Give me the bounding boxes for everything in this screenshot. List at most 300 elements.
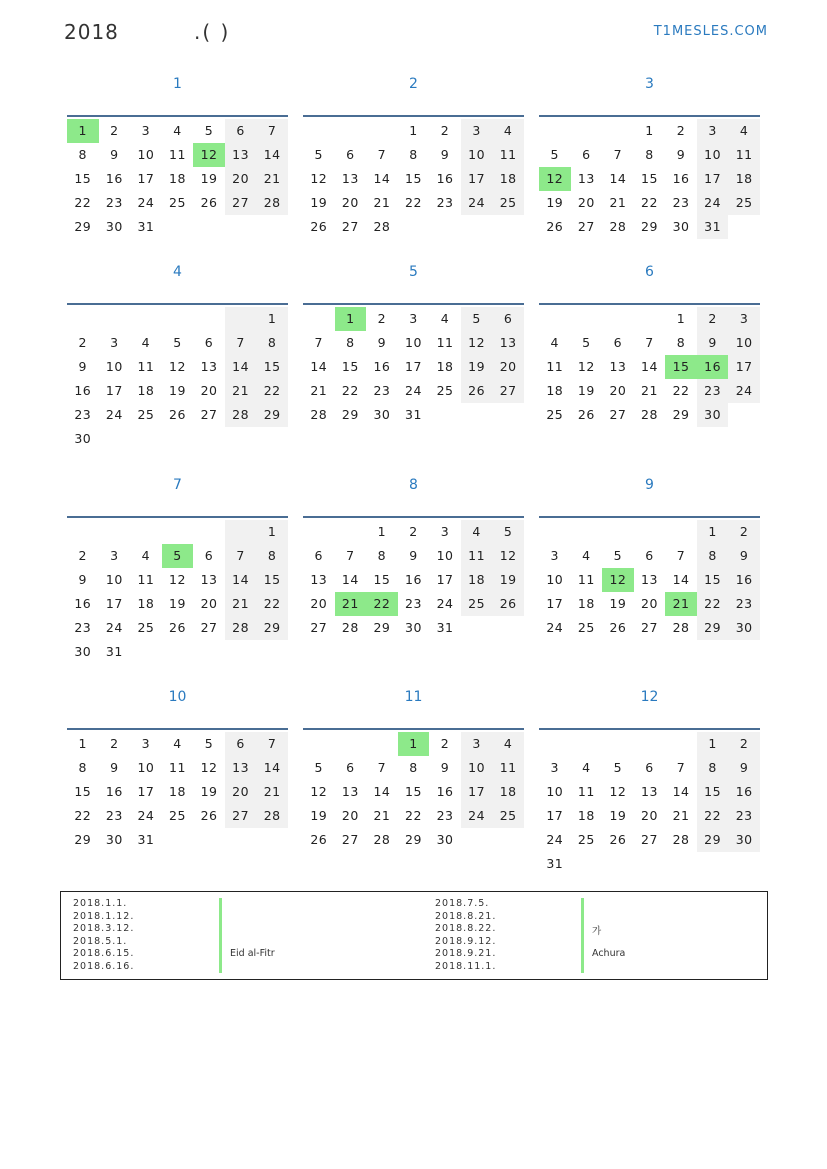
day-cell: 1 bbox=[377, 524, 387, 539]
month-5 bbox=[303, 258, 524, 422]
day-cell: 22 bbox=[74, 808, 92, 823]
legend-date: 2018.3.12. bbox=[73, 923, 135, 934]
day-cell: 23 bbox=[436, 808, 454, 823]
day-cell: 7 bbox=[314, 335, 323, 350]
legend-date: 2018.1.12. bbox=[73, 910, 135, 922]
legend-date: 2018.6.15. bbox=[73, 948, 135, 959]
day-cell: 18 bbox=[169, 784, 186, 799]
day-cell: 24 bbox=[105, 407, 123, 422]
day-cell: 14 bbox=[641, 359, 658, 374]
day-cell: 31 bbox=[137, 832, 155, 847]
day-cell: 4 bbox=[141, 335, 151, 350]
day-cell: 12 bbox=[200, 760, 218, 775]
day-cell: 7 bbox=[377, 147, 387, 162]
blank-cell bbox=[539, 119, 571, 143]
day-cell: 17 bbox=[728, 355, 760, 379]
day-cell: 30 bbox=[728, 616, 760, 640]
day-cell: 17 bbox=[137, 784, 155, 799]
day-cell: 9 bbox=[697, 331, 729, 355]
blank-cell bbox=[67, 520, 99, 544]
day-cell: 4 bbox=[173, 123, 182, 138]
legend-color-bar bbox=[219, 923, 222, 936]
day-cell: 31 bbox=[105, 644, 123, 659]
day-cell: 17 bbox=[105, 383, 123, 398]
legend-date: 2018.9.12. bbox=[435, 935, 497, 947]
day-cell: 10 bbox=[546, 784, 564, 799]
blank-cell bbox=[602, 732, 634, 756]
legend-holiday-name: Achura bbox=[592, 948, 626, 959]
day-cell: 29 bbox=[256, 616, 288, 640]
month-rule bbox=[303, 516, 524, 518]
day-cell: 8 bbox=[409, 760, 418, 775]
day-cell: 30 bbox=[105, 219, 123, 234]
day-cell: 3 bbox=[697, 119, 729, 143]
legend-holiday-name: Eid al-Fitr bbox=[230, 948, 275, 959]
blank-cell bbox=[366, 732, 398, 756]
day-cell: 17 bbox=[461, 167, 493, 191]
day-cell: 20 bbox=[341, 808, 359, 823]
day-cell: 1 bbox=[78, 736, 87, 751]
day-cell: 4 bbox=[492, 732, 524, 756]
blank-cell bbox=[303, 732, 335, 756]
day-cell: 18 bbox=[461, 568, 493, 592]
month-rule bbox=[303, 115, 524, 117]
day-cell: 17 bbox=[137, 171, 155, 186]
page-subtitle: .( ) bbox=[194, 20, 231, 44]
blank-cell bbox=[193, 520, 225, 544]
day-cell: 16 bbox=[405, 572, 422, 587]
day-cell: 4 bbox=[461, 520, 493, 544]
day-cell: 6 bbox=[225, 732, 257, 756]
legend-date: 2018.8.21. bbox=[435, 910, 497, 922]
day-cell: 1 bbox=[256, 307, 288, 331]
day-cell: 6 bbox=[582, 147, 591, 162]
legend-color-bar bbox=[219, 898, 222, 911]
blank-cell bbox=[602, 520, 634, 544]
day-cell: 4 bbox=[582, 760, 591, 775]
holiday-day-cell: 12 bbox=[539, 167, 571, 191]
legend-color-bar bbox=[581, 936, 584, 949]
legend-color-bar bbox=[219, 911, 222, 924]
month-11 bbox=[303, 683, 524, 847]
day-cell: 8 bbox=[346, 335, 355, 350]
day-cell: 7 bbox=[645, 335, 654, 350]
day-cell: 10 bbox=[405, 335, 422, 350]
day-cell: 25 bbox=[436, 383, 454, 398]
day-cell: 29 bbox=[641, 219, 658, 234]
day-cell: 26 bbox=[609, 832, 627, 847]
day-cell: 23 bbox=[105, 808, 123, 823]
day-cell: 26 bbox=[310, 832, 328, 847]
blank-cell bbox=[539, 307, 571, 331]
blank-cell bbox=[225, 307, 257, 331]
day-cell: 12 bbox=[169, 572, 186, 587]
day-cell: 22 bbox=[672, 383, 690, 398]
day-cell: 29 bbox=[74, 832, 92, 847]
day-cell: 30 bbox=[373, 407, 391, 422]
day-cell: 12 bbox=[310, 171, 328, 186]
day-cell: 14 bbox=[341, 572, 359, 587]
month-7 bbox=[67, 471, 288, 659]
month-8 bbox=[303, 471, 524, 635]
day-cell: 22 bbox=[405, 808, 422, 823]
day-cell: 25 bbox=[546, 407, 564, 422]
day-cell: 23 bbox=[373, 383, 391, 398]
day-cell: 11 bbox=[169, 760, 186, 775]
day-cell: 20 bbox=[225, 780, 257, 804]
day-cell: 11 bbox=[137, 572, 155, 587]
day-cell: 30 bbox=[405, 620, 422, 635]
day-cell: 31 bbox=[137, 219, 155, 234]
blank-cell bbox=[335, 119, 367, 143]
month-4 bbox=[67, 258, 288, 446]
day-cell: 20 bbox=[310, 596, 328, 611]
day-cell: 18 bbox=[492, 167, 524, 191]
day-cell: 17 bbox=[105, 596, 123, 611]
day-cell: 22 bbox=[405, 195, 422, 210]
month-title: 6 bbox=[645, 264, 654, 280]
day-cell: 6 bbox=[204, 548, 214, 563]
day-cell: 8 bbox=[78, 760, 87, 775]
day-cell: 24 bbox=[728, 379, 760, 403]
day-cell: 10 bbox=[461, 143, 493, 167]
day-cell: 16 bbox=[105, 784, 123, 799]
day-cell: 1 bbox=[409, 123, 418, 138]
day-cell: 15 bbox=[74, 784, 92, 799]
day-cell: 12 bbox=[609, 784, 627, 799]
legend-color-bar bbox=[219, 936, 222, 949]
day-cell: 14 bbox=[225, 568, 257, 592]
day-cell: 3 bbox=[461, 732, 493, 756]
day-cell: 13 bbox=[341, 784, 359, 799]
day-cell: 15 bbox=[405, 784, 422, 799]
day-cell: 21 bbox=[310, 383, 328, 398]
day-cell: 31 bbox=[405, 407, 422, 422]
day-cell: 4 bbox=[582, 548, 591, 563]
day-cell: 4 bbox=[550, 335, 559, 350]
day-cell: 17 bbox=[546, 596, 564, 611]
day-cell: 17 bbox=[461, 780, 493, 804]
day-cell: 24 bbox=[137, 195, 155, 210]
month-title: 12 bbox=[640, 689, 659, 705]
holiday-day-cell: 1 bbox=[398, 732, 430, 756]
day-cell: 9 bbox=[110, 147, 119, 162]
day-cell: 2 bbox=[110, 123, 119, 138]
day-cell: 13 bbox=[341, 171, 359, 186]
legend-color-bar bbox=[581, 961, 584, 974]
day-cell: 27 bbox=[492, 379, 524, 403]
day-cell: 29 bbox=[697, 616, 729, 640]
day-cell: 2 bbox=[78, 335, 87, 350]
day-cell: 24 bbox=[697, 191, 729, 215]
day-cell: 10 bbox=[436, 548, 454, 563]
month-title: 10 bbox=[168, 689, 187, 705]
day-cell: 25 bbox=[728, 191, 760, 215]
day-cell: 7 bbox=[225, 331, 257, 355]
day-cell: 19 bbox=[577, 383, 595, 398]
day-cell: 16 bbox=[105, 171, 123, 186]
day-cell: 6 bbox=[613, 335, 623, 350]
day-cell: 28 bbox=[373, 832, 391, 847]
blank-cell bbox=[67, 307, 99, 331]
day-cell: 5 bbox=[461, 307, 493, 331]
month-title: 4 bbox=[173, 264, 182, 280]
legend-color-bar bbox=[219, 961, 222, 974]
day-cell: 23 bbox=[105, 195, 123, 210]
day-cell: 12 bbox=[492, 544, 524, 568]
day-cell: 2 bbox=[440, 736, 450, 751]
day-cell: 1 bbox=[645, 123, 654, 138]
legend-row bbox=[73, 948, 413, 961]
day-cell: 17 bbox=[436, 572, 454, 587]
month-1 bbox=[67, 70, 288, 234]
day-cell: 7 bbox=[346, 548, 355, 563]
day-cell: 10 bbox=[105, 572, 123, 587]
day-cell: 15 bbox=[74, 171, 92, 186]
day-cell: 14 bbox=[672, 784, 690, 799]
day-cell: 20 bbox=[641, 596, 658, 611]
day-cell: 14 bbox=[373, 784, 391, 799]
day-cell: 13 bbox=[225, 756, 257, 780]
day-cell: 20 bbox=[609, 383, 627, 398]
day-cell: 18 bbox=[577, 808, 595, 823]
day-cell: 2 bbox=[377, 311, 387, 326]
blank-cell bbox=[634, 520, 666, 544]
day-cell: 26 bbox=[200, 195, 218, 210]
day-cell: 15 bbox=[341, 359, 359, 374]
month-title: 9 bbox=[645, 477, 654, 493]
day-cell: 28 bbox=[256, 804, 288, 828]
holiday-day-cell: 1 bbox=[67, 119, 99, 143]
month-grid bbox=[67, 119, 288, 239]
day-cell: 17 bbox=[546, 808, 564, 823]
day-cell: 14 bbox=[672, 572, 690, 587]
day-cell: 3 bbox=[141, 123, 151, 138]
day-cell: 21 bbox=[373, 195, 391, 210]
day-cell: 13 bbox=[225, 143, 257, 167]
day-cell: 23 bbox=[697, 379, 729, 403]
day-cell: 18 bbox=[436, 359, 454, 374]
month-2 bbox=[303, 70, 524, 234]
day-cell: 12 bbox=[461, 331, 493, 355]
day-cell: 7 bbox=[225, 544, 257, 568]
month-rule bbox=[539, 303, 760, 305]
day-cell: 9 bbox=[409, 548, 418, 563]
blank-cell bbox=[335, 732, 367, 756]
day-cell: 7 bbox=[377, 760, 387, 775]
holiday-day-cell: 1 bbox=[335, 307, 367, 331]
day-cell: 15 bbox=[256, 355, 288, 379]
legend-date: 2018.5.1. bbox=[73, 935, 128, 947]
legend-color-bar bbox=[581, 948, 584, 961]
holiday-day-cell: 5 bbox=[162, 544, 194, 568]
day-cell: 16 bbox=[74, 383, 92, 398]
day-cell: 25 bbox=[492, 804, 524, 828]
day-cell: 4 bbox=[440, 311, 450, 326]
day-cell: 21 bbox=[373, 808, 391, 823]
month-rule bbox=[67, 115, 288, 117]
holiday-day-cell: 12 bbox=[193, 143, 225, 167]
day-cell: 18 bbox=[137, 596, 155, 611]
day-cell: 11 bbox=[461, 544, 493, 568]
day-cell: 10 bbox=[105, 359, 123, 374]
blank-cell bbox=[193, 307, 225, 331]
day-cell: 20 bbox=[341, 195, 359, 210]
day-cell: 3 bbox=[728, 307, 760, 331]
month-grid bbox=[539, 307, 760, 427]
day-cell: 13 bbox=[310, 572, 328, 587]
legend-column-right bbox=[435, 898, 775, 973]
day-cell: 24 bbox=[105, 620, 123, 635]
day-cell: 11 bbox=[577, 572, 595, 587]
day-cell: 13 bbox=[641, 784, 658, 799]
day-cell: 26 bbox=[310, 219, 328, 234]
day-cell: 21 bbox=[609, 195, 627, 210]
day-cell: 7 bbox=[613, 147, 623, 162]
day-cell: 5 bbox=[582, 335, 591, 350]
month-rule bbox=[539, 115, 760, 117]
day-cell: 14 bbox=[256, 143, 288, 167]
day-cell: 25 bbox=[577, 832, 595, 847]
day-cell: 21 bbox=[225, 379, 257, 403]
blank-cell bbox=[665, 520, 697, 544]
day-cell: 3 bbox=[550, 760, 559, 775]
day-cell: 19 bbox=[546, 195, 564, 210]
day-cell: 16 bbox=[672, 171, 690, 186]
day-cell: 11 bbox=[137, 359, 155, 374]
day-cell: 24 bbox=[137, 808, 155, 823]
month-grid bbox=[539, 732, 760, 876]
day-cell: 28 bbox=[310, 407, 328, 422]
day-cell: 1 bbox=[676, 311, 686, 326]
day-cell: 15 bbox=[256, 568, 288, 592]
day-cell: 8 bbox=[697, 544, 729, 568]
day-cell: 25 bbox=[461, 592, 493, 616]
day-cell: 9 bbox=[78, 359, 87, 374]
day-cell: 23 bbox=[405, 596, 422, 611]
blank-cell bbox=[303, 520, 335, 544]
blank-cell bbox=[571, 119, 603, 143]
holiday-day-cell: 21 bbox=[335, 592, 367, 616]
legend-date: 2018.8.22. bbox=[435, 923, 497, 934]
legend-date: 2018.11.1. bbox=[435, 960, 497, 972]
day-cell: 16 bbox=[436, 171, 454, 186]
day-cell: 11 bbox=[546, 359, 564, 374]
day-cell: 11 bbox=[492, 143, 524, 167]
month-6 bbox=[539, 258, 760, 422]
day-cell: 13 bbox=[641, 572, 658, 587]
day-cell: 7 bbox=[676, 760, 686, 775]
day-cell: 23 bbox=[436, 195, 454, 210]
day-cell: 13 bbox=[200, 572, 218, 587]
day-cell: 10 bbox=[461, 756, 493, 780]
day-cell: 20 bbox=[577, 195, 595, 210]
legend-row bbox=[73, 898, 413, 911]
day-cell: 8 bbox=[645, 147, 654, 162]
month-grid bbox=[67, 732, 288, 852]
day-cell: 20 bbox=[641, 808, 658, 823]
blank-cell bbox=[130, 520, 162, 544]
day-cell: 6 bbox=[346, 147, 355, 162]
month-grid bbox=[303, 119, 524, 239]
day-cell: 4 bbox=[728, 119, 760, 143]
day-cell: 25 bbox=[492, 191, 524, 215]
day-cell: 19 bbox=[200, 784, 218, 799]
day-cell: 10 bbox=[728, 331, 760, 355]
day-cell: 24 bbox=[436, 596, 454, 611]
day-cell: 5 bbox=[204, 736, 214, 751]
month-grid bbox=[67, 520, 288, 664]
day-cell: 25 bbox=[577, 620, 595, 635]
blank-cell bbox=[162, 520, 194, 544]
day-cell: 20 bbox=[200, 383, 218, 398]
day-cell: 4 bbox=[141, 548, 151, 563]
day-cell: 28 bbox=[341, 620, 359, 635]
day-cell: 9 bbox=[676, 147, 686, 162]
holiday-legend bbox=[60, 891, 768, 980]
day-cell: 28 bbox=[672, 620, 690, 635]
day-cell: 11 bbox=[577, 784, 595, 799]
day-cell: 2 bbox=[728, 520, 760, 544]
day-cell: 28 bbox=[256, 191, 288, 215]
legend-date: 2018.7.5. bbox=[435, 898, 490, 909]
day-cell: 15 bbox=[405, 171, 422, 186]
legend-row bbox=[73, 936, 413, 949]
legend-color-bar bbox=[581, 898, 584, 911]
day-cell: 7 bbox=[256, 732, 288, 756]
day-cell: 23 bbox=[728, 592, 760, 616]
day-cell: 29 bbox=[74, 219, 92, 234]
day-cell: 21 bbox=[225, 592, 257, 616]
day-cell: 19 bbox=[310, 808, 328, 823]
legend-row bbox=[435, 911, 775, 924]
month-grid bbox=[539, 520, 760, 640]
day-cell: 15 bbox=[641, 171, 658, 186]
day-cell: 22 bbox=[341, 383, 359, 398]
day-cell: 9 bbox=[377, 335, 387, 350]
legend-row bbox=[435, 923, 775, 936]
day-cell: 23 bbox=[672, 195, 690, 210]
day-cell: 28 bbox=[641, 407, 658, 422]
day-cell: 18 bbox=[169, 171, 186, 186]
day-cell: 12 bbox=[577, 359, 595, 374]
day-cell: 26 bbox=[169, 620, 186, 635]
day-cell: 9 bbox=[110, 760, 119, 775]
day-cell: 26 bbox=[200, 808, 218, 823]
day-cell: 22 bbox=[697, 592, 729, 616]
day-cell: 6 bbox=[645, 548, 654, 563]
day-cell: 6 bbox=[204, 335, 214, 350]
day-cell: 16 bbox=[728, 568, 760, 592]
day-cell: 26 bbox=[169, 407, 186, 422]
brand-link[interactable]: T1MESLES.COM bbox=[653, 24, 768, 39]
day-cell: 17 bbox=[405, 359, 422, 374]
day-cell: 19 bbox=[492, 568, 524, 592]
day-cell: 2 bbox=[409, 524, 418, 539]
day-cell: 8 bbox=[256, 331, 288, 355]
day-cell: 13 bbox=[577, 171, 595, 186]
day-cell: 27 bbox=[577, 219, 595, 234]
page-title: 2018 bbox=[64, 20, 119, 44]
day-cell: 9 bbox=[440, 760, 450, 775]
day-cell: 1 bbox=[697, 732, 729, 756]
blank-cell bbox=[99, 307, 131, 331]
day-cell: 12 bbox=[169, 359, 186, 374]
day-cell: 3 bbox=[440, 524, 450, 539]
month-rule bbox=[303, 728, 524, 730]
blank-cell bbox=[571, 732, 603, 756]
day-cell: 11 bbox=[728, 143, 760, 167]
